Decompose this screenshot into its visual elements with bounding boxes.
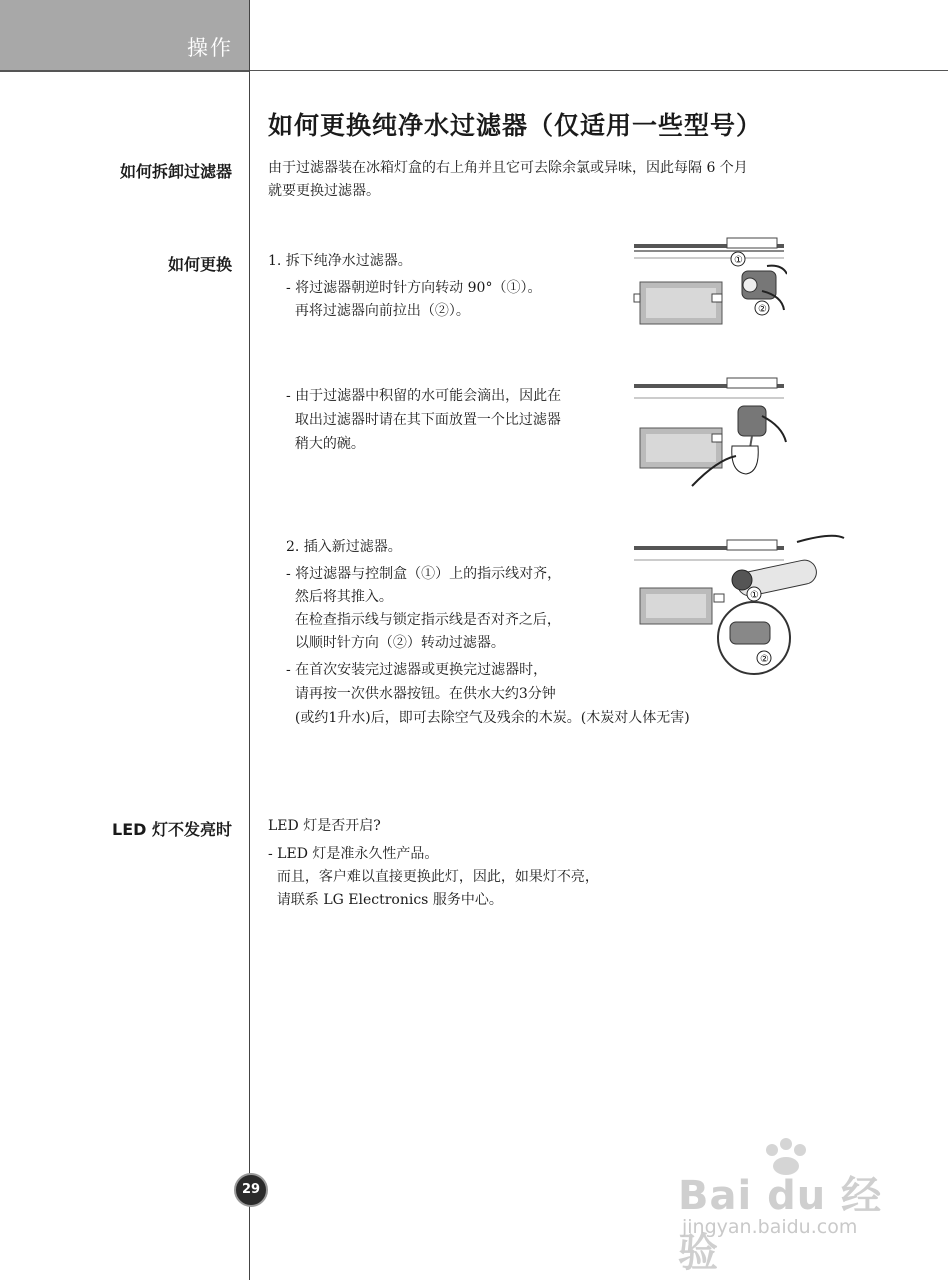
insert-filter-illustration: [632, 530, 848, 678]
heading-led: LED 灯不发亮时: [112, 820, 232, 839]
heading-remove-filter: 如何拆卸过滤器: [119, 162, 232, 181]
step-2-note: 请再按一次供水器按钮。在供水大约3分钟: [286, 686, 556, 702]
bowl-under-filter-illustration: [632, 376, 787, 492]
watermark-url: jingyan.baidu.com: [682, 1216, 858, 1238]
step-1-instruction: 再将过滤器向前拉出（②）。: [286, 303, 470, 319]
margin-rule: [249, 0, 250, 1280]
heading-replace: 如何更换: [167, 255, 232, 274]
step-2-instruction: 以顺时针方向（②）转动过滤器。: [286, 635, 505, 651]
watermark: [672, 1136, 902, 1276]
led-question: LED 灯是否开启?: [268, 818, 381, 834]
step-1-note: - 由于过滤器中积留的水可能会滴出，因此在: [286, 388, 562, 404]
page-title: 如何更换纯净水过滤器（仅适用一些型号）: [268, 111, 763, 140]
remove-filter-line: 就要更换过滤器。: [268, 183, 380, 199]
illustration-marker-1: ①: [750, 590, 759, 601]
led-line: 请联系 LG Electronics 服务中心。: [268, 892, 503, 908]
step-2-instruction: 然后将其推入。: [286, 589, 393, 605]
step-2-note: - 在首次安装完过滤器或更换完过滤器时，: [286, 662, 548, 678]
page-number: 29: [234, 1173, 268, 1207]
illustration-marker-1: ①: [734, 255, 743, 266]
step-2-instruction: - 将过滤器与控制盒（①）上的指示线对齐，: [286, 566, 562, 582]
illustration-marker-2: ②: [760, 654, 769, 665]
watermark-logo: Bai du 经验: [678, 1173, 883, 1276]
filter-removal-illustration: [632, 236, 787, 328]
led-line: 而且，客户难以直接更换此灯，因此，如果灯不亮，: [268, 869, 599, 885]
step-2-instruction: 在检查指示线与锁定指示线是否对齐之后，: [286, 612, 561, 628]
step-1-note: 取出过滤器时请在其下面放置一个比过滤器: [286, 412, 561, 428]
section-label: 操作: [187, 36, 233, 60]
section-tab: [0, 0, 249, 72]
led-line: - LED 灯是准永久性产品。: [268, 846, 439, 862]
illustration-marker-2: ②: [758, 304, 767, 315]
step-1-instruction: - 将过滤器朝逆时针方向转动 90°（①）。: [286, 280, 542, 296]
step-1-note: 稍大的碗。: [286, 436, 365, 452]
step-2: 2. 插入新过滤器。: [286, 539, 402, 555]
step-1: 1. 拆下纯净水过滤器。: [268, 253, 412, 269]
header-divider: [249, 70, 948, 71]
remove-filter-line: 由于过滤器装在冰箱灯盒的右上角并且它可去除余氯或异味，因此每隔 6 个月: [268, 160, 748, 176]
step-2-note: (或约1升水)后，即可去除空气及残余的木炭。(木炭对人体无害): [286, 710, 690, 726]
